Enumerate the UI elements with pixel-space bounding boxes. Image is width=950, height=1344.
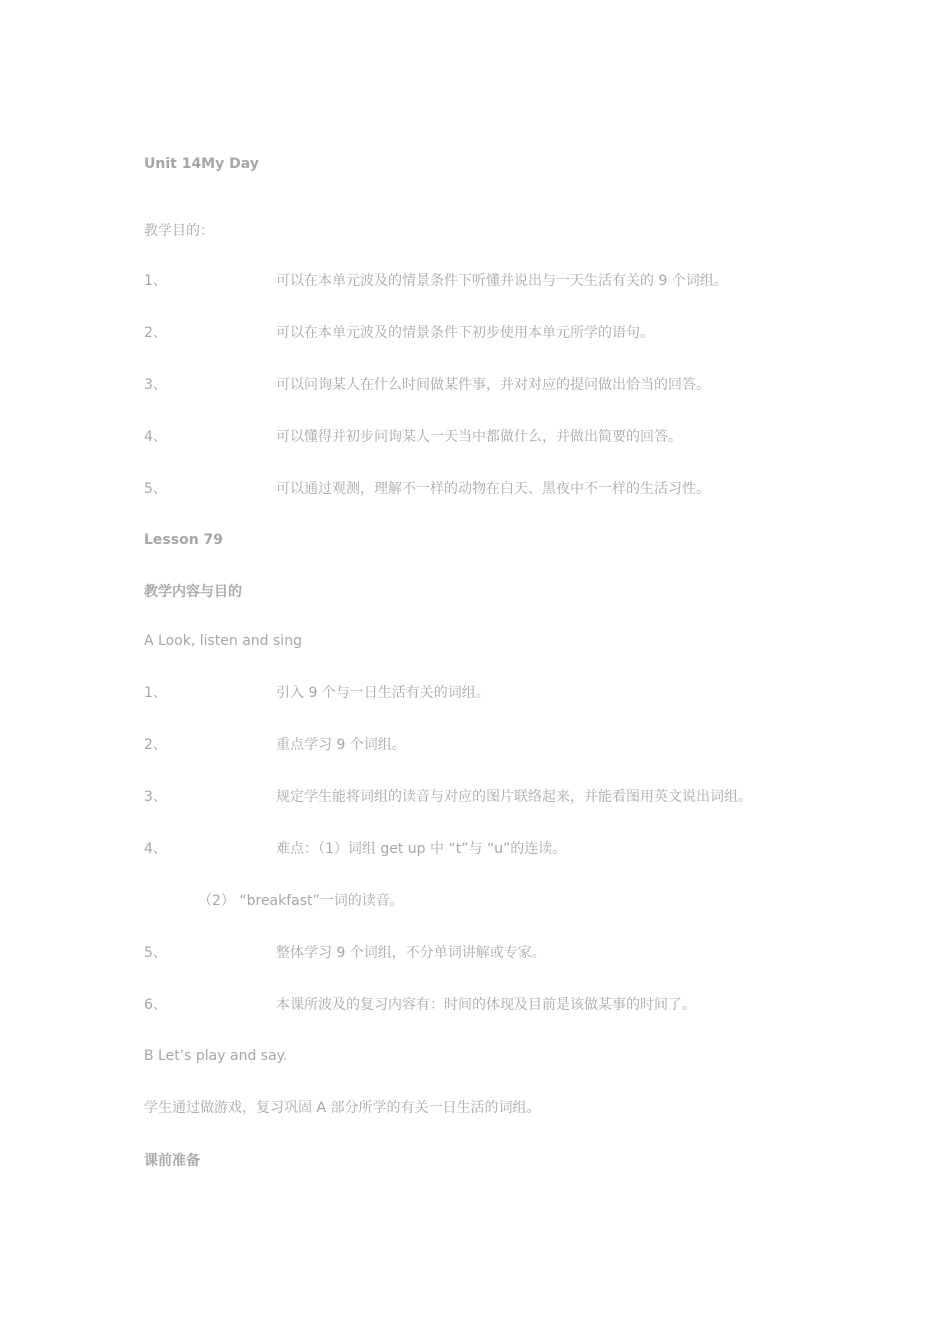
sub-note: （2） “breakfast”一词的读音。	[198, 893, 404, 909]
item-number: 4、	[144, 841, 167, 857]
prep-heading: 课前准备	[144, 1153, 200, 1169]
section-b-title: B Let’s play and say.	[144, 1048, 288, 1064]
objective-item	[144, 375, 844, 395]
section-a-item	[144, 683, 844, 703]
item-text: 重点学习 9 个词组。	[276, 737, 406, 753]
section-a-item	[144, 735, 844, 755]
item-text: 整体学习 9 个词组，不分单词讲解或专家。	[276, 945, 546, 961]
item-text: 可以通过观测，理解不一样的动物在白天、黑夜中不一样的生活习性。	[276, 481, 710, 497]
section-a-item	[144, 995, 844, 1015]
item-text: 可以在本单元波及的情景条件下听懂并说出与一天生活有关的 9 个词组。	[276, 273, 728, 289]
item-number: 3、	[144, 377, 167, 393]
item-text: 难点：（1）词组 get up 中 “t”与 “u”的连读。	[276, 841, 567, 857]
section-a-item	[144, 839, 844, 859]
objective-item	[144, 271, 844, 291]
item-number: 2、	[144, 737, 167, 753]
objective-item	[144, 427, 844, 447]
item-text: 本课所波及的复习内容有：时间的体现及目前是该做某事的时间了。	[276, 997, 696, 1013]
item-text: 可以问询某人在什么时间做某件事，并对对应的提问做出恰当的回答。	[276, 377, 710, 393]
item-number: 1、	[144, 685, 167, 701]
item-number: 4、	[144, 429, 167, 445]
item-number: 5、	[144, 945, 167, 961]
section-a-item	[144, 787, 844, 807]
item-number: 1、	[144, 273, 167, 289]
lesson-title: Lesson 79	[144, 532, 224, 548]
item-number: 2、	[144, 325, 167, 341]
item-text: 规定学生能将词组的读音与对应的图片联络起来，并能看图用英文说出词组。	[276, 789, 752, 805]
item-number: 5、	[144, 481, 167, 497]
section-a-title: A Look, listen and sing	[144, 633, 302, 649]
objective-item	[144, 323, 844, 343]
item-number: 6、	[144, 997, 167, 1013]
objectives-heading: 教学目的：	[144, 223, 214, 239]
section-b-text: 学生通过做游戏，复习巩固 A 部分所学的有关一日生活的词组。	[144, 1100, 541, 1116]
item-text: 可以懂得并初步问询某人一天当中都做什么，并做出简要的回答。	[276, 429, 682, 445]
unit-title: Unit 14My Day	[144, 156, 259, 172]
item-number: 3、	[144, 789, 167, 805]
objective-item	[144, 479, 844, 499]
section-a-item	[144, 943, 844, 963]
item-text: 可以在本单元波及的情景条件下初步使用本单元所学的语句。	[276, 325, 654, 341]
item-text: 引入 9 个与一日生活有关的词组。	[276, 685, 490, 701]
content-heading: 教学内容与目的	[144, 584, 242, 600]
